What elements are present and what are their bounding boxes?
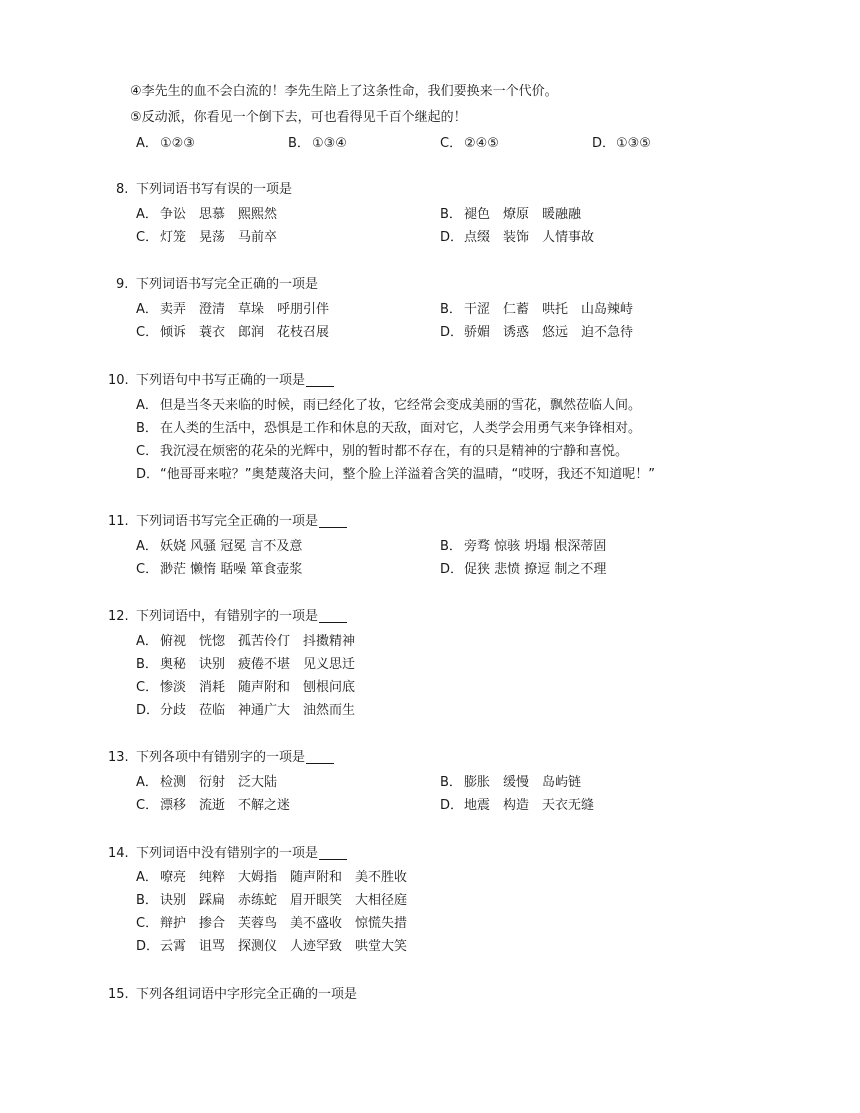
question-text-wrap: [136, 607, 347, 627]
option-key: C．: [136, 680, 159, 695]
option-key: D．: [440, 798, 464, 813]
question-text: 下列词语书写完全正确的一项是: [136, 514, 319, 529]
q14-option-c[interactable]: [136, 914, 407, 934]
q14-option-b[interactable]: [136, 891, 407, 911]
option-text: 惨淡 消耗 随声附和 刨根问底: [160, 680, 356, 695]
option-key: D．: [440, 230, 464, 245]
q10-option-c[interactable]: [136, 442, 628, 462]
option-text: 旁骛 惊骇 坍塌 根深蒂固: [464, 539, 607, 554]
option-text: 分歧 莅临 神通广大 油然而生: [160, 703, 356, 718]
option-text: 奥秘 诀别 疲倦不堪 见义思迁: [160, 657, 356, 672]
option-text: ①③④: [312, 136, 347, 151]
option-key: A．: [136, 398, 158, 413]
question-10-stem: [0, 371, 860, 391]
question-text: 下列各项中有错别字的一项是: [136, 750, 306, 765]
sentence-4: ④李先生的血不会白流的！李先生陪上了这条性命，我们要换来一个代价。: [130, 84, 558, 99]
option-text: 争讼 思慕 熙熙然: [160, 207, 278, 222]
option-key: B．: [440, 539, 462, 554]
q8-option-b[interactable]: [440, 205, 581, 225]
q12-option-b[interactable]: [136, 655, 355, 675]
option-text: 灯笼 晃荡 马前卒: [160, 230, 278, 245]
question-number: 13.: [108, 750, 129, 765]
question-text: 下列各组词语中字形完全正确的一项是: [136, 987, 358, 1002]
question-number: 14.: [108, 846, 129, 861]
q13-option-b[interactable]: [440, 773, 581, 793]
q14-option-d[interactable]: [136, 937, 407, 957]
q8-option-c[interactable]: [136, 228, 277, 248]
answer-blank[interactable]: [306, 749, 334, 764]
option-key: C．: [136, 444, 159, 459]
q14-option-a[interactable]: [136, 868, 407, 888]
q11-option-d[interactable]: [440, 560, 606, 580]
q8-option-a[interactable]: [136, 205, 277, 225]
answer-blank[interactable]: [319, 513, 347, 528]
option-key: C．: [136, 798, 159, 813]
option-text: 漂移 流逝 不解之迷: [160, 798, 291, 813]
question-text: 下列词语中没有错别字的一项是: [136, 846, 319, 861]
option-key: C．: [440, 136, 463, 151]
option-key: D．: [440, 562, 464, 577]
option-key: B．: [136, 893, 158, 908]
option-key: A．: [136, 634, 158, 649]
question-text: 下列词语中，有错别字的一项是: [136, 609, 319, 624]
option-key: B．: [288, 136, 310, 151]
q10-option-b[interactable]: [136, 419, 641, 439]
option-key: B．: [440, 302, 462, 317]
q7-option-a[interactable]: [136, 134, 195, 154]
question-14-stem: [0, 844, 860, 864]
q9-option-a[interactable]: [136, 300, 329, 320]
option-text: 点缀 装饰 人情事故: [464, 230, 595, 245]
option-key: B．: [136, 421, 158, 436]
option-text: 但是当冬天来临的时候，雨已经化了妆，它经常会变成美丽的雪花，飘然莅临人间。: [160, 398, 642, 413]
option-text: 检测 衍射 泛大陆: [160, 775, 278, 790]
q12-option-d[interactable]: [136, 701, 355, 721]
option-key: C．: [136, 562, 159, 577]
option-key: B．: [136, 657, 158, 672]
q13-option-a[interactable]: [136, 773, 277, 793]
option-key: B．: [440, 775, 462, 790]
option-text: 干涩 仁蓄 哄托 山岛辣峙: [464, 302, 634, 317]
option-text: 俯视 恍惚 孤苦伶仃 抖擞精神: [160, 634, 356, 649]
option-text: ①②③: [160, 136, 195, 151]
q9-option-b[interactable]: [440, 300, 633, 320]
answer-blank[interactable]: [319, 608, 347, 623]
q12-option-c[interactable]: [136, 678, 355, 698]
option-key: A．: [136, 539, 158, 554]
option-key: D．: [592, 136, 616, 151]
option-key: A．: [136, 136, 158, 151]
option-key: C．: [136, 230, 159, 245]
q12-option-a[interactable]: [136, 632, 355, 652]
option-text: ②④⑤: [464, 136, 499, 151]
q7-option-c[interactable]: [440, 134, 499, 154]
option-text: 骄媚 诱惑 悠远 迫不急待: [464, 325, 634, 340]
option-text: 渺茫 懒惰 聒噪 箪食壶浆: [160, 562, 303, 577]
option-key: A．: [136, 207, 158, 222]
question-number: 12.: [108, 609, 129, 624]
option-text: 褪色 燎原 暖融融: [464, 207, 582, 222]
option-text: 我沉浸在烦密的花朵的光辉中，别的暂时都不存在，有的只是精神的宁静和喜悦。: [160, 444, 629, 459]
option-key: D．: [136, 703, 160, 718]
q11-option-a[interactable]: [136, 537, 302, 557]
option-text: 嘹亮 纯粹 大姆指 随声附和 美不胜收: [160, 870, 408, 885]
question-text-wrap: [136, 512, 347, 532]
option-text: 膨胀 缓慢 岛屿链: [464, 775, 582, 790]
option-key: A．: [136, 870, 158, 885]
option-key: A．: [136, 302, 158, 317]
option-text: 辩护 掺合 芙蓉鸟 美不盛收 惊慌失措: [160, 916, 408, 931]
option-text: “他哥哥来啦？”奥楚蔑洛夫问，整个脸上洋溢着含笑的温晴，“哎呀，我还不知道呢！”: [160, 467, 655, 482]
q13-option-c[interactable]: [136, 796, 290, 816]
question-number: 9.: [116, 277, 129, 292]
option-key: A．: [136, 775, 158, 790]
question-12-stem: [0, 607, 860, 627]
answer-blank[interactable]: [319, 845, 347, 860]
question-number: 11.: [108, 514, 129, 529]
q8-option-d[interactable]: [440, 228, 594, 248]
q7-option-d[interactable]: [592, 134, 651, 154]
q10-option-d[interactable]: [136, 465, 655, 485]
option-text: 云霄 诅骂 探测仪 人迹罕致 哄堂大笑: [160, 939, 408, 954]
option-text: 卖弄 澄清 草垛 呼朋引伴: [160, 302, 330, 317]
question-text: 下列语句中书写正确的一项是: [136, 373, 306, 388]
option-text: 倾诉 蓑衣 郎润 花枝召展: [160, 325, 330, 340]
question-15-stem: [0, 985, 860, 1005]
option-key: B．: [440, 207, 462, 222]
q13-option-d[interactable]: [440, 796, 594, 816]
q10-option-a[interactable]: [136, 396, 641, 416]
option-text: 诀别 踩扁 赤练蛇 眉开眼笑 大相径庭: [160, 893, 408, 908]
question-text: 下列词语书写有误的一项是: [136, 182, 293, 197]
option-text: 地震 构造 天衣无缝: [464, 798, 595, 813]
q11-option-c[interactable]: [136, 560, 302, 580]
answer-blank[interactable]: [306, 372, 334, 387]
option-key: D．: [136, 467, 160, 482]
sentence-5: ⑤反动派，你看见一个倒下去，可也看得见千百个继起的！: [130, 110, 467, 125]
question-8-stem: [0, 180, 860, 200]
option-key: C．: [136, 325, 159, 340]
question-number: 8.: [116, 182, 129, 197]
q11-option-b[interactable]: [440, 537, 606, 557]
option-key: D．: [136, 939, 160, 954]
question-text-wrap: [136, 844, 347, 864]
q9-option-d[interactable]: [440, 323, 633, 343]
question-text-wrap: [136, 748, 334, 768]
question-13-stem: [0, 748, 860, 768]
question-text: 下列词语书写完全正确的一项是: [136, 277, 319, 292]
question-9-stem: [0, 275, 860, 295]
option-text: 促狭 悲愤 撩逗 制之不理: [464, 562, 607, 577]
option-key: D．: [440, 325, 464, 340]
question-11-stem: [0, 512, 860, 532]
question-number: 10.: [108, 373, 129, 388]
question-number: 15.: [108, 987, 129, 1002]
q7-option-b[interactable]: [288, 134, 347, 154]
option-text: 在人类的生活中，恐惧是工作和休息的天敌，面对它，人类学会用勇气来争锋相对。: [160, 421, 642, 436]
question-text-wrap: [136, 371, 334, 391]
option-text: 妖娆 风骚 冠冕 言不及意: [160, 539, 303, 554]
option-key: C．: [136, 916, 159, 931]
option-text: ①③⑤: [616, 136, 651, 151]
q9-option-c[interactable]: [136, 323, 329, 343]
